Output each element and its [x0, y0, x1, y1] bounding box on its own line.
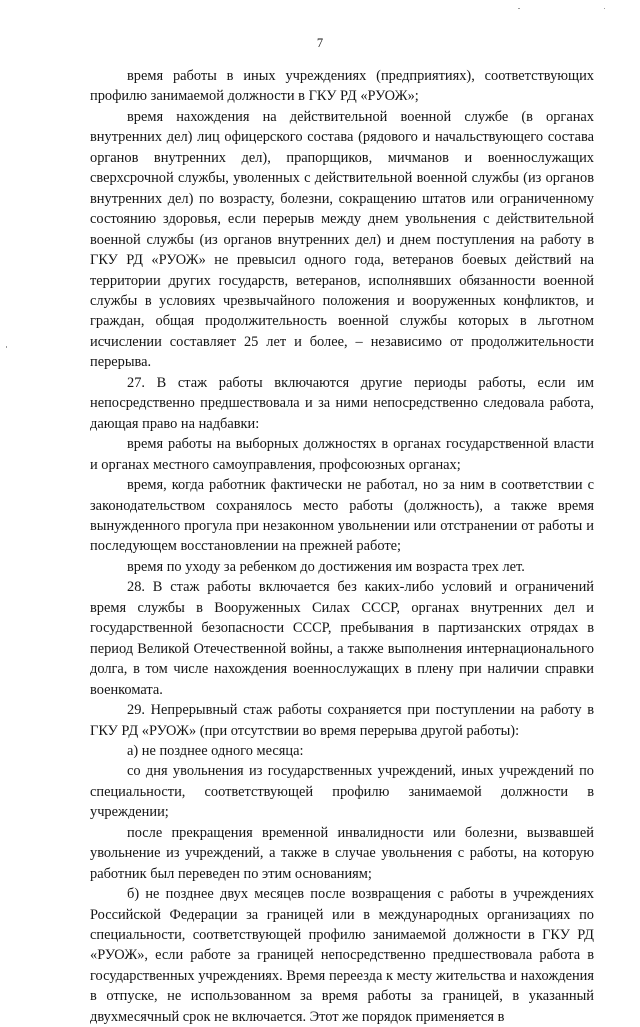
paragraph: а) не позднее одного месяца:	[127, 742, 304, 759]
paragraph: со дня увольнения из государственных учреждений, иных учреждений по специальности, соответствующей профилю занимаемой должности в учреждении;	[90, 763, 594, 821]
paragraph: после прекращения временной инвалидности или болезни, вызвавшей увольнение из учреждений, а также в случае увольнения с работы, на которую работник был переведен по этим основаниям;	[90, 824, 594, 882]
document-body	[90, 66, 594, 1027]
paragraph: время по уходу за ребенком до достижения им возраста трех лет.	[127, 558, 525, 575]
page-number: 7	[316, 36, 324, 50]
paragraph: время работы в иных учреждениях (предприятиях), соответствующих профилю занимаемой должности в ГКУ РД «РУОЖ»;	[90, 68, 594, 105]
scan-speck	[518, 8, 520, 9]
paragraph: время нахождения на действительной военной службе (в органах внутренних дел) лиц офицерского состава (рядового и начальствующего состава органов внутренних дел), прапорщиков, мичманов и военнослужащих сверхсрочной службы, уволенных с действительной военной службы (из органов внутренних дел) по возрасту, болезни, сокращению штатов или ограниченному состоянию здоровья, если перерыв между днем увольнения с действительной военной службы (из органов внутренних дел) и днем поступления на работу в ГКУ РД «РУОЖ» не превысил одного года, ветеранов боевых действий на территории других государств, ветеранов, исполнявших обязанности военной службы в условиях чрезвычайного положения и вооруженных конфликтов, и граждан, общая продолжительность военной службы которых в льготном исчислении составляет 25 лет и более, – независимо от продолжительности перерыва.	[90, 108, 594, 371]
paragraph: время, когда работник фактически не работал, но за ним в соответствии с законодательством сохранялось место работы (должность), а также время вынужденного прогула при незаконном увольнении или отстранении от работы и последующем восстановлении на прежней работе;	[90, 477, 594, 555]
scan-speck	[6, 346, 7, 348]
scan-speck	[604, 8, 605, 9]
paragraph: б) не позднее двух месяцев после возвращения с работы в учреждениях Российской Федерации за границей или в международных организациях по специальности, соответствующей профилю занимаемой должности в ГКУ РД «РУОЖ», если работе за границей непосредственно предшествовала работа в государственных учреждениях. Время переезда к месту жительства и нахождения в отпуске, не использованном за время работы за границей, в указанный двухмесячный срок не включается. Этот же порядок применяется в	[90, 886, 594, 1025]
paragraph: время работы на выборных должностях в органах государственной власти и органах местного самоуправления, профсоюзных органах;	[90, 436, 594, 473]
paragraph: 29. Непрерывный стаж работы сохраняется при поступлении на работу в ГКУ РД «РУОЖ» (при отсутствии во время перерыва другой работы):	[90, 702, 594, 739]
paragraph: 27. В стаж работы включаются другие периоды работы, если им непосредственно предшествовала и за ними непосредственно следовала работа, дающая право на надбавки:	[90, 374, 594, 432]
paragraph: 28. В стаж работы включается без каких-либо условий и ограничений время службы в Вооруженных Силах СССР, органах внутренних дел и государственной безопасности СССР, пребывания в партизанских отрядах в период Великой Отечественной войны, а также выполнения интернационального долга, в том числе нахождения военнослужащих в плену при наличии справки военкомата.	[90, 579, 594, 698]
